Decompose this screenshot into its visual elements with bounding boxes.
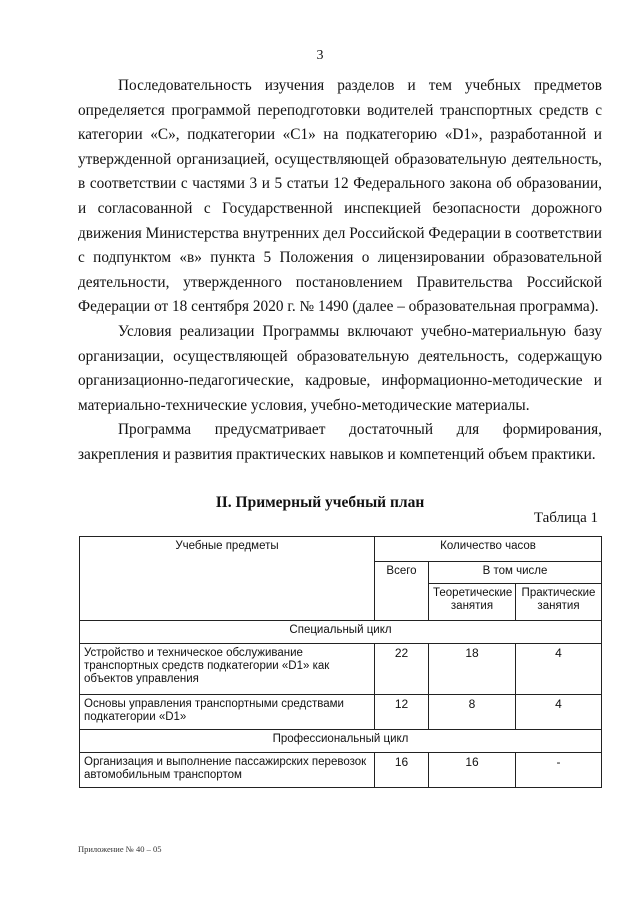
table-header-row xyxy=(80,537,602,562)
subject-cell: Организация и выполнение пассажирских перевозок автомобильным транспортом xyxy=(80,753,375,788)
section-special-cycle: Специальный цикл xyxy=(80,621,602,644)
paragraph-practice: Программа предусматривает достаточный для формирования, закрепления и развития практических навыков и компетенций объем практики. xyxy=(78,421,602,463)
header-hours: Количество часов xyxy=(375,537,602,562)
table-row xyxy=(80,695,602,730)
table-section-row xyxy=(80,730,602,753)
practice-hours-cell: - xyxy=(516,753,602,788)
practice-hours-cell: 4 xyxy=(516,695,602,730)
table-row xyxy=(80,644,602,695)
section-title: II. Примерный учебный план xyxy=(215,494,425,511)
table-label: Таблица 1 xyxy=(533,510,598,526)
practice-hours-cell: 4 xyxy=(516,644,602,695)
body-text xyxy=(78,74,602,468)
paragraph-sequence: Последовательность изучения разделов и тем учебных предметов определяется программой переподготовки водителей транспортных средств с категории «C», подкатегории «C1» на подкатегорию «D1», разработанной и утвержденной организацией, осуществляющей образовательную деятельность, в соответствии с частями 3 и 5 статьи 12 Федерального закона об образовании, и согласованной с Государственной инспекцией безопасности дорожного движения Министерства внутренних дел Российской Федерации в соответствии с подпунктом «в» пункта 5 Положения о лицензировании образовательной деятельности, утвержденного постановлением Правительства Российской Федерации от 18 сентября 2020 г. № 1490 (далее – образовательная программа). xyxy=(78,77,602,316)
paragraph-conditions: Условия реализации Программы включают учебно-материальную базу организации, осуществляющей образовательную деятельность, содержащую организационно-педагогические, кадровые, информационно-методические и материально-технические условия, учебно-методические материалы. xyxy=(78,322,602,414)
footer-note: Приложение № 40 – 05 xyxy=(78,844,162,854)
subject-cell: Устройство и техническое обслуживание транспортных средств подкатегории «D1» как объектов управления xyxy=(80,644,375,695)
header-total: Всего xyxy=(375,562,429,621)
theory-hours-cell: 18 xyxy=(429,644,516,695)
table-row xyxy=(80,753,602,788)
total-hours-cell: 22 xyxy=(375,644,429,695)
header-theory: Теоретические занятия xyxy=(429,584,516,621)
theory-hours-cell: 16 xyxy=(429,753,516,788)
curriculum-table xyxy=(79,536,602,788)
page-number: 3 xyxy=(316,48,324,63)
subject-cell: Основы управления транспортными средствами подкатегории «D1» xyxy=(80,695,375,730)
header-subjects: Учебные предметы xyxy=(80,537,375,621)
header-including: В том числе xyxy=(429,562,602,584)
theory-hours-cell: 8 xyxy=(429,695,516,730)
section-professional-cycle: Профессиональный цикл xyxy=(80,730,602,753)
header-practice: Практические занятия xyxy=(516,584,602,621)
total-hours-cell: 12 xyxy=(375,695,429,730)
table-section-row xyxy=(80,621,602,644)
total-hours-cell: 16 xyxy=(375,753,429,788)
